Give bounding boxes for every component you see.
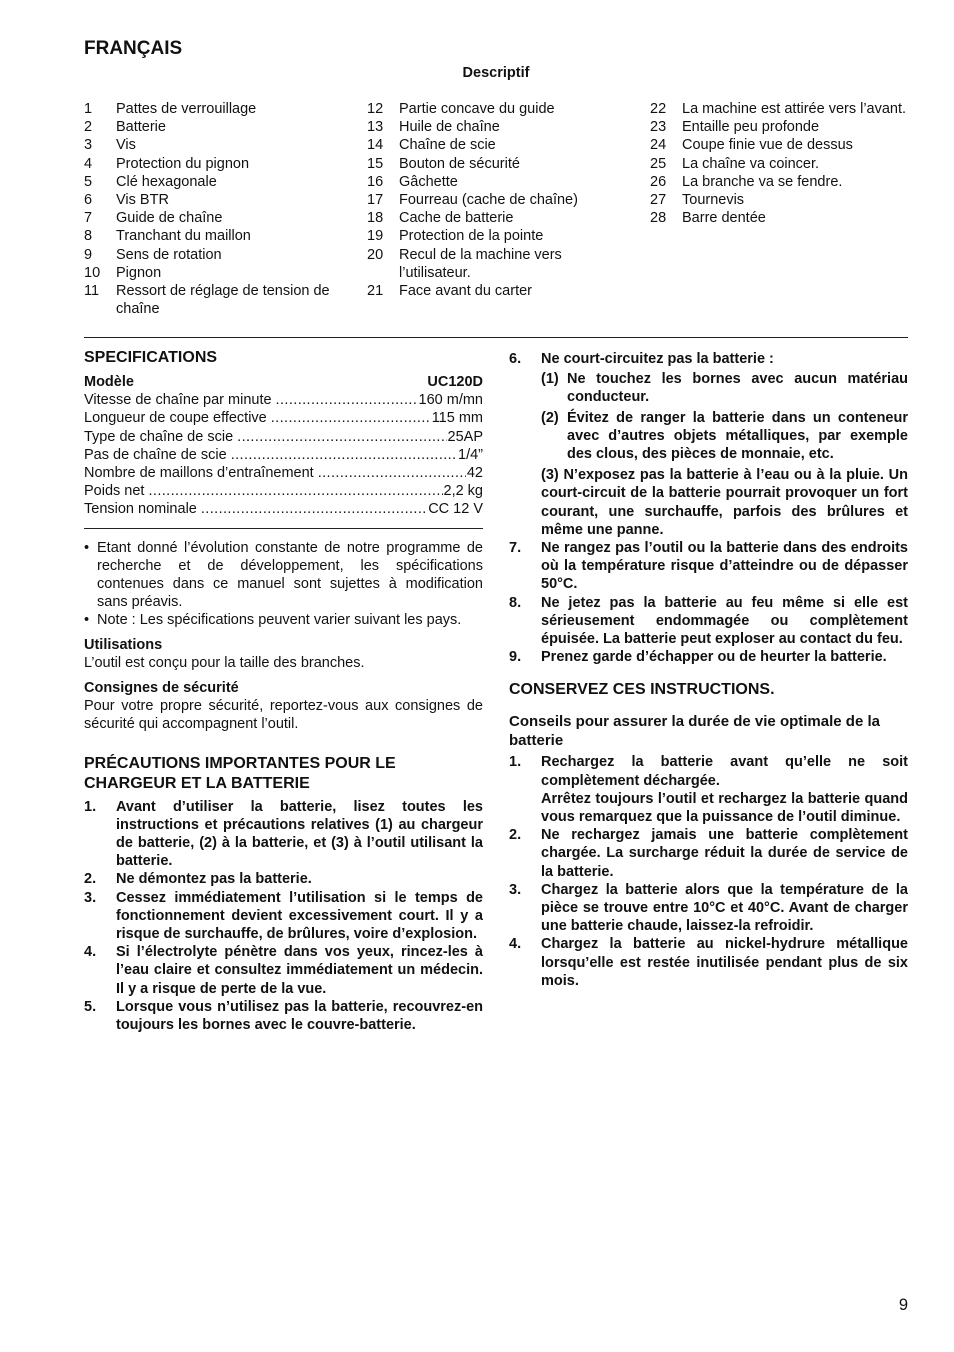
descriptif-item: 5 Clé hexagonale [84,173,217,190]
descriptif-item: 10 Pignon [84,264,162,281]
descriptif-item: 9 Sens de rotation [84,246,222,263]
precaution-item: 4. Si l’électrolyte pénètre dans vos yeux, rincez-les à l’eau claire et consultez immédiatement un médecin. Il y a risque de perte de la vue. [84,944,483,997]
precaution-item: 8. Ne jetez pas la batterie au feu même si elle est sérieusement endommagée ou complètement épuisée. La batterie peut exploser au contact du feu. [509,594,908,648]
conseils-list [509,753,908,990]
descriptif-item: 24 Coupe finie vue de dessus [650,137,853,154]
descriptif-item: 2 Batterie [84,119,166,136]
descriptif-item: 25 La chaîne va coincer. [650,155,820,172]
descriptif-item: 23 Entaille peu profonde [650,119,820,136]
descriptif-item: 12 Partie concave du guide [367,101,555,117]
precautions-list-continued [509,350,908,666]
descriptif-item: 21 Face avant du carter [367,283,532,300]
descriptif-title: Descriptif [462,65,530,81]
conseil-item: 4. Chargez la batterie au nickel-hydrure métallique lorsqu’elle est restée inutilisée pendant plus de six mois. [509,936,908,989]
precaution-subitem: (2) Évitez de ranger la batterie dans un conteneur avec d’autres objets métalliques, par exemple des clous, des pièces de monnaie, etc. [541,409,908,463]
consignes-text: Pour votre propre sécurité, reportez-vous aux consignes de sécurité qui accompagnent l’outil. [84,698,483,733]
precaution-subitem: (1) Ne touchez les bornes avec aucun matériau conducteur. [541,371,908,406]
precaution-item: 2. Ne démontez pas la batterie. [84,871,312,888]
spec-model-row [84,373,483,391]
consignes-heading: Consignes de sécurité [84,680,239,697]
conseil-item: 3. Chargez la batterie alors que la température de la pièce se trouve entre 10°C et 40°C. Avant de charger une batterie chaude, laissez-la refroidir. [509,881,908,935]
spec-row: Poids net ..... 2,2 kg [84,482,483,500]
precaution-item: 9. Prenez garde d’échapper ou de heurter la batterie. [509,649,887,666]
spec-row: Tension nominale ..... CC 12 V [84,500,483,518]
utilisations-text: L’outil est conçu pour la taille des branches. [84,654,365,671]
conseils-heading: Conseils pour assurer la durée de vie optimale de la batterie [509,713,880,749]
descriptif-item: 16 Gâchette [367,173,458,190]
descriptif-item: 26 La branche va se fendre. [650,173,843,190]
descriptif-column-3 [650,100,910,227]
spec-row: Pas de chaîne de scie ..... 1/4” [84,446,483,464]
precautions-list [84,798,483,1035]
conservez-heading: CONSERVEZ CES INSTRUCTIONS. [509,681,775,699]
descriptif-item: 6 Vis BTR [84,192,169,209]
descriptif-item: 8 Tranchant du maillon [84,228,251,245]
descriptif-item: 11 Ressort de réglage de tension de chaîne [84,283,330,318]
descriptif-item: 3 Vis [84,137,136,154]
left-column [84,348,483,1034]
descriptif-item: 19 Protection de la pointe [367,228,544,245]
spec-row: Type de chaîne de scie ..... 25AP [84,428,483,446]
page-number: 9 [898,1296,908,1314]
page-language-title: FRANÇAIS [84,38,183,59]
descriptif-item: 7 Guide de chaîne [84,210,223,227]
precautions-title: PRÉCAUTIONS IMPORTANTES POUR LE CHARGEUR ET LA BATTERIE [84,754,396,792]
precaution-item: 7. Ne rangez pas l’outil ou la batterie dans des endroits où la température risque d’atteindre ou de dépasser 50°C. [509,540,908,593]
descriptif-item: 28 Barre dentée [650,210,766,227]
descriptif-item: 27 Tournevis [650,192,745,209]
specifications-title: SPECIFICATIONS [84,349,218,366]
descriptif-item: 13 Huile de chaîne [367,119,500,136]
spec-model-label: Modèle [84,374,134,390]
spec-model-value: UC120D [427,374,483,390]
spec-row: Nombre de maillons d’entraînement ..... 42 [84,464,483,482]
conseil-item: 1. Rechargez la batterie avant qu’elle ne soit complètement déchargée. Arrêtez toujours l’outil et rechargez la batterie quand vous remarquez que la puissance de l’outil diminue. [509,754,908,826]
precaution-item: 6. Ne court-circuitez pas la batterie : [509,351,774,367]
conseil-item: 2. Ne rechargez jamais une batterie complètement chargée. La surcharge réduit la durée de service de la batterie. [509,827,908,880]
descriptif-column-2 [367,100,627,300]
precaution-item: 3. Cessez immédiatement l’utilisation si le temps de fonctionnement devient excessivement court. Il y a risque de surchauffe, de brûlures, voire d’explosion. [84,889,483,943]
precaution-item: 5. Lorsque vous n’utilisez pas la batterie, recouvrez-en toujours les bornes avec le couvre-batterie. [84,998,483,1034]
spec-row: Vitesse de chaîne par minute ..... 160 m/mn [84,391,483,409]
descriptif-item: 17 Fourreau (cache de chaîne) [367,192,578,209]
right-column [509,350,908,990]
descriptif-column-1 [84,100,344,318]
descriptif-item: 1 Pattes de verrouillage [84,101,257,117]
spec-note-bullet: • Etant donné l’évolution constante de notre programme de recherche et de développement, les spécifications contenues dans ce manuel sont sujettes à modification sans préavis. [84,539,483,611]
descriptif-item: 14 Chaîne de scie [367,137,496,154]
precaution-item: 1. Avant d’utiliser la batterie, lisez toutes les instructions et précautions relatives (1) au chargeur de batterie, (2) à la batterie, et (3) à l’outil utilisant la batterie. [84,798,483,870]
descriptif-item: 15 Bouton de sécurité [367,155,520,172]
descriptif-item: 22 La machine est attirée vers l’avant. [650,101,907,117]
precaution-subitem-3: (3) N’exposez pas la batterie à l’eau ou à la pluie. Un court-circuit de la batterie pourrait provoquer un fort courant, une surchauffe, parfois des brûlures et même une panne. [541,467,908,538]
section-divider [84,337,908,338]
spec-divider [84,528,483,529]
spec-note-bullet: • Note : Les spécifications peuvent varier suivant les pays. [84,612,462,629]
descriptif-item: 18 Cache de batterie [367,210,514,227]
descriptif-item: 4 Protection du pignon [84,155,250,172]
utilisations-heading: Utilisations [84,636,163,653]
spec-row: Longueur de coupe effective ..... 115 mm [84,409,483,427]
descriptif-item: 20 Recul de la machine vers l’utilisateur. [367,246,562,281]
